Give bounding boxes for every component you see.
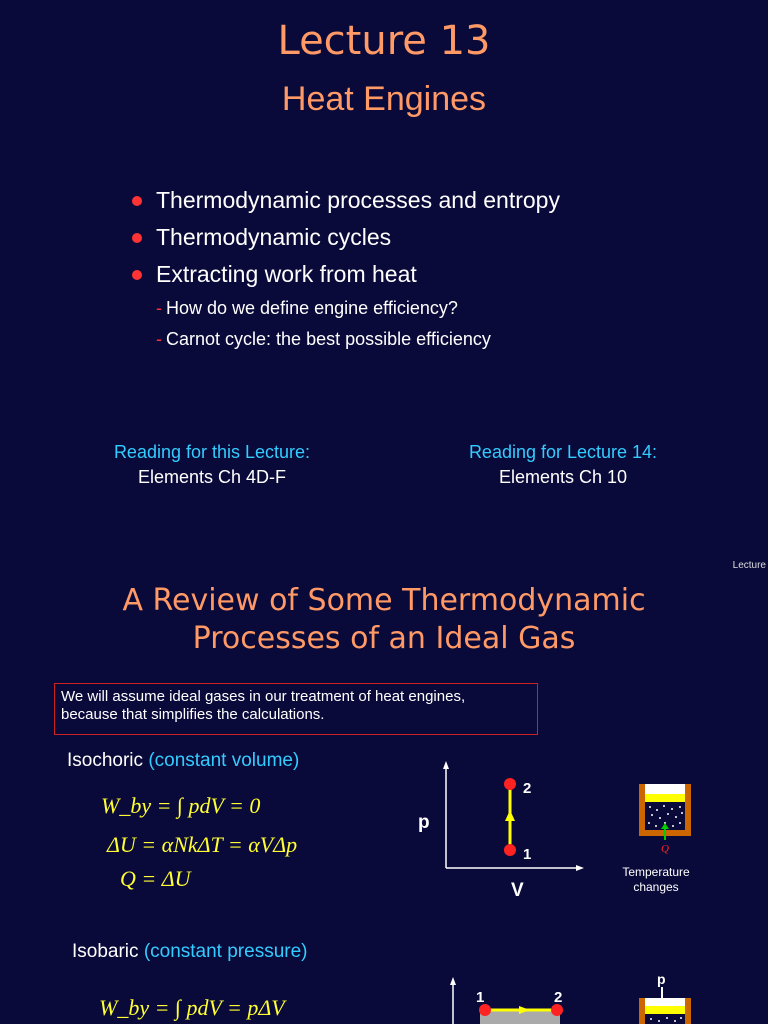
point-label: 2 xyxy=(523,780,532,797)
arrow-up-icon xyxy=(450,977,456,985)
reading-this-lecture xyxy=(82,440,342,490)
note-line1: We will assume ideal gases in our treatment of heat engines, xyxy=(61,688,466,705)
bullet-text: Extracting work from heat xyxy=(156,261,417,287)
reading-label: Reading for Lecture 14: xyxy=(468,442,658,462)
process-description: (constant pressure) xyxy=(143,941,308,962)
slide2-title xyxy=(0,582,768,658)
slide2-title-line2: Processes of an Ideal Gas xyxy=(192,621,576,656)
sub-bullet-item xyxy=(132,293,692,324)
reading-value: Elements Ch 10 xyxy=(498,467,628,487)
arrow-up-icon xyxy=(505,810,515,821)
point-label: 1 xyxy=(476,989,485,1006)
bullet-text: Thermodynamic cycles xyxy=(156,224,392,250)
note-box xyxy=(54,683,538,735)
slide2-title-line1: A Review of Some Thermodynamic xyxy=(122,583,646,618)
isochoric-pv-diagram xyxy=(408,755,598,905)
axis-label-p: p xyxy=(418,812,430,833)
isochoric-energy-equation: ΔU = αNkΔT = αVΔp xyxy=(107,832,298,857)
process-name: Isobaric xyxy=(72,941,139,962)
caption-line1: Temperature xyxy=(622,865,690,879)
arrow-right-icon xyxy=(576,865,584,871)
piston-icon xyxy=(636,968,696,1024)
piston xyxy=(645,1006,685,1014)
point-label: 1 xyxy=(523,846,532,863)
process-description: (constant volume) xyxy=(148,750,300,771)
reading-value: Elements Ch 4D-F xyxy=(137,467,287,487)
axis-label-v: V xyxy=(511,880,524,901)
slide-footer: Lecture xyxy=(732,560,766,571)
lid xyxy=(645,794,685,802)
isobaric-work-equation: W_by = ∫ pdV = pΔV xyxy=(99,995,285,1020)
bullet-dot-icon xyxy=(132,196,142,206)
isobaric-heading xyxy=(72,941,308,963)
process-name: Isochoric xyxy=(67,750,144,771)
bullet-dot-icon xyxy=(132,270,142,280)
isobaric-pv-diagram xyxy=(440,974,580,1024)
sub-bullet-text: How do we define engine efficiency? xyxy=(166,298,458,318)
state-point-2 xyxy=(504,778,516,790)
isochoric-heat-equation: Q = ΔU xyxy=(120,866,191,891)
state-point-1 xyxy=(504,844,516,856)
container-caption xyxy=(606,865,706,895)
bullet-text: Thermodynamic processes and entropy xyxy=(156,187,560,213)
note-line2: because that simplifies the calculations. xyxy=(61,706,325,723)
caption-line2: changes xyxy=(633,880,679,894)
heat-label: Q xyxy=(661,843,669,854)
bullet-item xyxy=(132,219,692,256)
bullet-list xyxy=(132,182,692,355)
sub-bullet-item xyxy=(132,324,692,355)
reading-next-lecture xyxy=(436,440,690,490)
slide-title: Lecture 13 xyxy=(277,18,491,64)
sub-bullet-text: Carnot cycle: the best possible efficiency xyxy=(166,329,491,349)
dash-icon: - xyxy=(156,329,162,349)
dash-icon: - xyxy=(156,298,162,318)
arrow-up-icon xyxy=(443,761,449,769)
isochoric-work-equation: W_by = ∫ pdV = 0 xyxy=(101,793,261,818)
reading-label: Reading for this Lecture: xyxy=(113,442,311,462)
isochoric-heading xyxy=(67,750,299,772)
piston-label: p xyxy=(657,971,666,987)
container-icon xyxy=(636,782,694,854)
slide-subtitle: Heat Engines xyxy=(281,80,487,118)
bullet-item xyxy=(132,256,692,293)
point-label: 2 xyxy=(554,989,563,1006)
bullet-dot-icon xyxy=(132,233,142,243)
bullet-item xyxy=(132,182,692,219)
